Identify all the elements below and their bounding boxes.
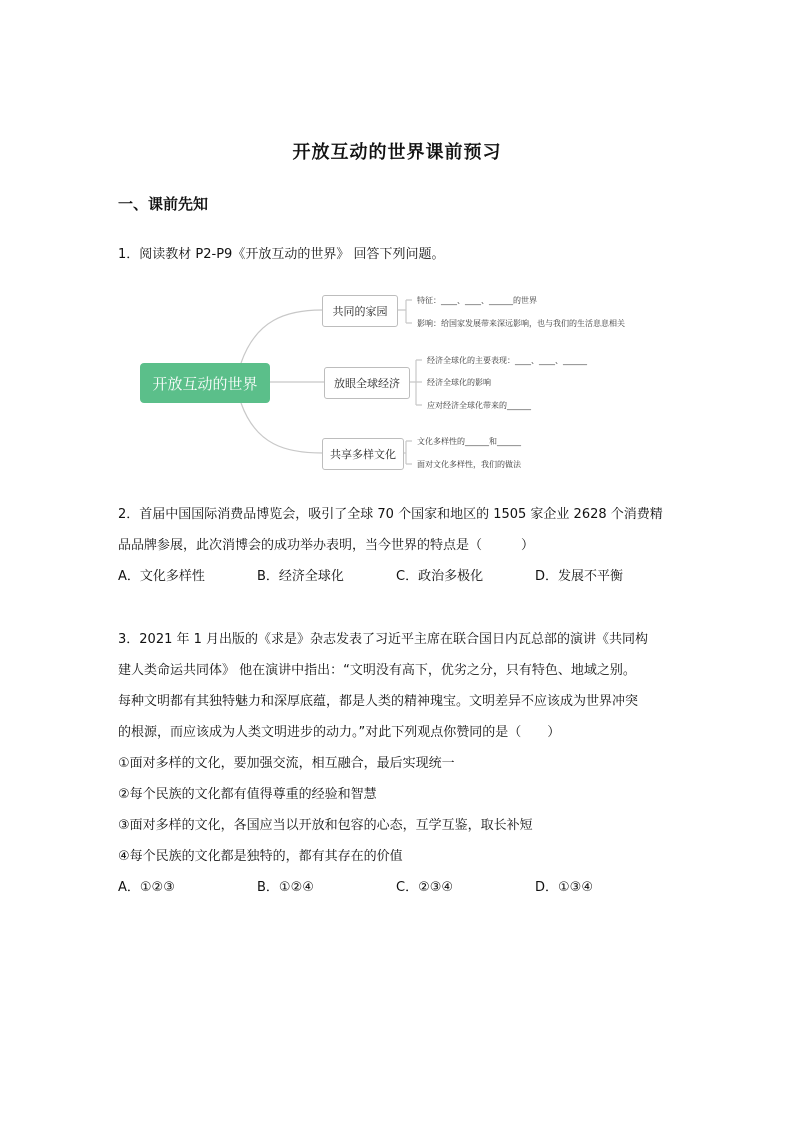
leaf-economic-response: 应对经济全球化带来的______ xyxy=(427,401,531,410)
connector-root-branch1 xyxy=(241,310,322,363)
section-heading: 一、课前先知 xyxy=(118,195,209,213)
question-2-option-a: A．文化多样性 xyxy=(118,569,205,584)
question-3-line-3: 每种文明都有其独特魅力和深厚底蕴，都是人类的精神瑰宝。文明差异不应该成为世界冲突 xyxy=(118,694,639,709)
question-2-option-c: C．政治多极化 xyxy=(396,569,484,584)
leaf-features: 特征：____、____、______的世界 xyxy=(417,296,537,305)
question-1-text: 1．阅读教材 P2-P9《开放互动的世界》 回答下列问题。 xyxy=(118,247,445,262)
question-3-option-d: D．①③④ xyxy=(535,880,593,895)
question-3-line-1: 3．2021 年 1 月出版的《求是》杂志发表了习近平主席在联合国日内瓦总部的演讲《共同构 xyxy=(118,632,649,647)
leaf-economic-impact: 经济全球化的影响 xyxy=(427,378,491,387)
question-2-line-2: 品品牌参展，此次消博会的成功举办表明，当今世界的特点是（ ） xyxy=(118,538,535,553)
question-2-option-d: D．发展不平衡 xyxy=(535,569,624,584)
question-3-statement-3: ③面对多样的文化，各国应当以开放和包容的心态，互学互鉴，取长补短 xyxy=(118,818,533,833)
bracket-branch1 xyxy=(398,300,412,323)
question-3-option-a: A．①②③ xyxy=(118,880,175,895)
mind-map-root: 开放互动的世界 xyxy=(140,363,270,403)
connector-root-branch3 xyxy=(241,403,322,453)
question-2-line-1: 2．首届中国国际消费品博览会，吸引了全球 70 个国家和地区的 1505 家企业 2628 个消费精 xyxy=(118,507,663,522)
leaf-influence: 影响：给国家发展带来深远影响，也与我们的生活息息相关 xyxy=(417,319,625,328)
leaf-culture-approach: 面对文化多样性，我们的做法 xyxy=(417,460,521,469)
branch-global-economy: 放眼全球经济 xyxy=(324,367,410,399)
branch-diverse-culture: 共享多样文化 xyxy=(322,438,404,470)
branch-shared-home: 共同的家园 xyxy=(322,295,398,327)
page-title: 开放互动的世界课前预习 xyxy=(292,142,502,163)
question-3-option-c: C．②③④ xyxy=(396,880,454,895)
question-3-line-4: 的根源，而应该成为人类文明进步的动力。”对此下列观点你赞同的是（ ） xyxy=(118,725,561,740)
mind-map xyxy=(136,290,656,480)
question-3-statement-4: ④每个民族的文化都是独特的，都有其存在的价值 xyxy=(118,849,403,864)
question-3-statement-2: ②每个民族的文化都有值得尊重的经验和智慧 xyxy=(118,787,377,802)
leaf-economic-manifestations: 经济全球化的主要表现：____、____、______ xyxy=(427,356,587,365)
question-3-line-2: 建人类命运共同体》 他在演讲中指出：“文明没有高下，优劣之分，只有特色、地域之别。 xyxy=(118,663,636,678)
question-3-option-b: B．①②④ xyxy=(257,880,314,895)
question-2-option-b: B．经济全球化 xyxy=(257,569,344,584)
leaf-culture-diversity: 文化多样性的______和______ xyxy=(417,437,521,446)
question-3-statement-1: ①面对多样的文化，要加强交流，相互融合，最后实现统一 xyxy=(118,756,455,771)
bracket-branch2 xyxy=(410,360,422,405)
